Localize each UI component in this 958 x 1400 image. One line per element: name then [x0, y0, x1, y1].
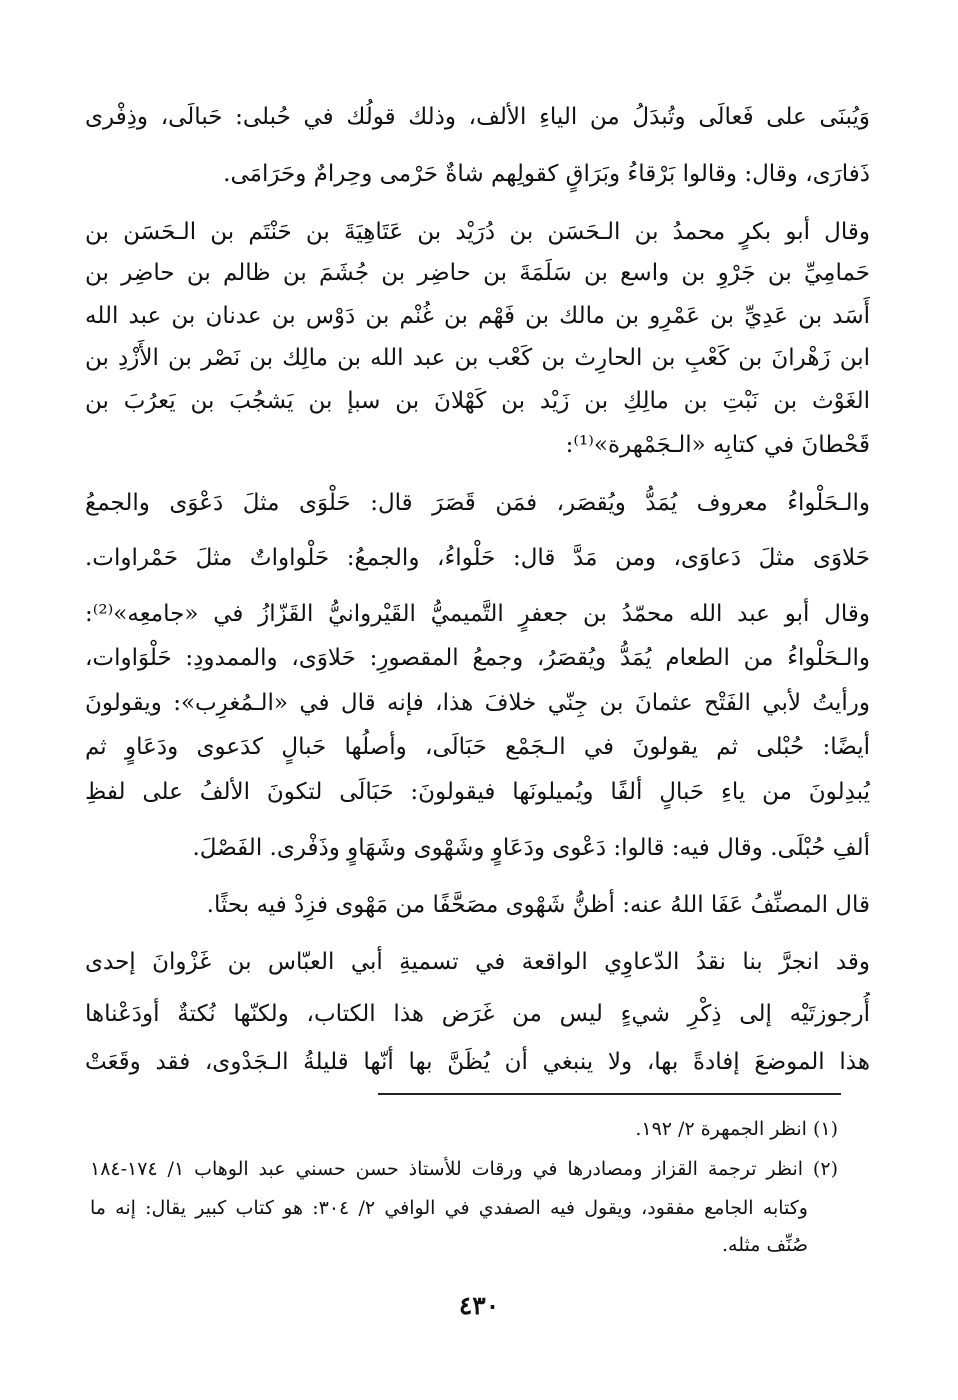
- body-text-line: قال المصنِّفُ عَفَا اللهُ عنه: أظنُّ شَهْوى مصَحَّفًا من مَهْوى فزِدْ فيه بحثًا.: [206, 892, 870, 918]
- body-text-line: وقال أبو عبد الله محمّدُ بن جعفرٍ التَّميميُّ القَيْروانيُّ القَزّازُ في «جامعِه»⁽²⁾:: [85, 601, 870, 627]
- body-text-line: والـحَلْواءُ من الطعام يُمَدُّ ويُقصَرُ، وجمعُ المقصورِ: حَلاوَى، والممدودِ: حَلْوَاوات،: [85, 645, 870, 671]
- body-text-line: وَيُبنَى على فَعالَى وتُبدَلُ من الياءِ الألف، وذلك قولُك في حُبلى: حَبالَى، وذِفْرى: [85, 104, 870, 130]
- body-text-line: والـحَلْواءُ معروف يُمَدُّ ويُقصَر، فمَن قَصَرَ قال: حَلْوَى مثلَ دَعْوَى والجمعُ: [85, 490, 870, 516]
- footnote-line: صُنِّف مثله.: [721, 1234, 808, 1256]
- body-text-line: أَسَد بن عَدِيِّ بن عَمْرِو بن مالك بن فَهْم بن غُنْم بن دَوْس بن عدنان بن عبد الله: [85, 303, 870, 329]
- body-text-line: أيضًا: حُبْلى ثم يقولونَ في الـجَمْع حَبَالَى، وأصلُها حَبالٍ كدَعوى ودَعَاوٍ ثم: [85, 734, 870, 760]
- footnote-line: (١) انظر الجمهرة ٢/ ١٩٢.: [635, 1118, 838, 1140]
- body-text-line: ذَفارَى، وقال: وقالوا بَرْقاءُ وبَرَاقٍ كقولِهم شاةٌ حَرْمى وحِرامٌ وحَرَامَى.: [223, 161, 870, 187]
- footnote-line: (٢) انظر ترجمة القزاز ومصادرها في ورقات للأستاذ حسن حسني عبد الوهاب ١/ ١٧٤-١٨٤: [90, 1158, 838, 1180]
- body-text-line: ورأيتُ لأبي الفَتْح عثمانَ بن جِنّي خلافَ هذا، فإنه قال في «الـمُغرِب»: ويقولونَ: [85, 690, 870, 716]
- body-text-line: وقد انجرَّ بنا نقدُ الدّعاوِي الواقعة في تسميةِ أبي العبّاس بن غَزْوانَ إحدى: [85, 949, 870, 975]
- page-number: ٤٣٠: [458, 1291, 500, 1320]
- body-text-line: حَمامِيِّ بن جَرْوِ بن واسع بن سَلَمَةَ بن حاضِر بن جُشَمَ بن ظالم بن حاضِر بن: [85, 260, 870, 286]
- body-text-line: هذا الموضعَ إفادةً بها، ولا ينبغي أن يُظَنَّ بها أنّها قليلةُ الـجَدْوى، فقد وقَعَتْ: [85, 1049, 870, 1075]
- body-text-line: وقال أبو بكرٍ محمدُ بن الـحَسَن بن دُرَيْد بن عَتَاهِيَةَ بن حَنْتَم بن الـحَسَن بن: [85, 219, 870, 245]
- footnote-line: وكتابه الجامع مفقود، ويقول فيه الصفدي في الوافي ٢/ ٣٠٤: هو كتاب كبير يقال: إنه ما: [90, 1197, 808, 1219]
- body-text-line: الغَوْث بن نَبْتِ بن مالِكِ بن زَيْد بن كَهْلانَ بن سبإ بن يَشجُبَ بن يَعرُبَ بن: [85, 388, 870, 414]
- body-text-line: ألفِ حُبْلَى. وقال فيه: قالوا: دَعْوى ودَعَاوٍ وشَهْوى وشَهَاوٍ وذَفْرى. الفَصْلَ.: [192, 835, 870, 861]
- body-text-line: قَحْطانَ في كتابِه «الـجَمْهرة»⁽¹⁾:: [565, 432, 870, 458]
- body-text-line: يُبدِلونَ من ياءِ حَبالٍ ألفًا ويُميلونَها فيقولونَ: حَبَالَى لتكونَ الألفُ على لفظِ: [85, 779, 870, 805]
- body-text-line: حَلاوَى مثلَ دَعاوَى، ومن مَدَّ قال: حَلْواءُ، والجمعُ: حَلْواواتٌ مثلَ حَمْراوات.: [85, 545, 870, 571]
- body-text-line: ابن زَهْرانَ بن كَعْبِ بن الحارِث بن كَعْب بن عبد الله بن مالِك بن نَصْر بن الأَزْدِ بن: [85, 345, 870, 371]
- footnote-separator: [378, 1093, 841, 1095]
- body-text-line: أُرجوزتَيْه إلى ذِكْرِ شيءٍ ليس من غَرَض هذا الكتاب، ولكنّها نُكتةٌ أودَعْناها: [85, 1001, 870, 1027]
